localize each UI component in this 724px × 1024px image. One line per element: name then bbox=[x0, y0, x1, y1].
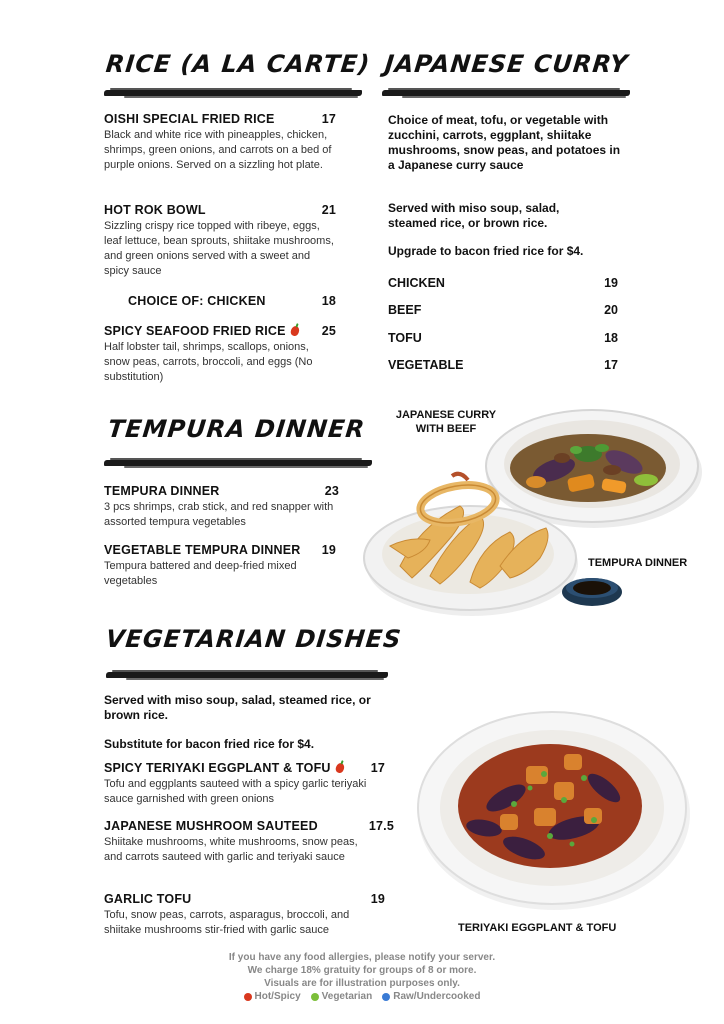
tempura-item-dinner bbox=[104, 484, 339, 530]
rice-item-choice-chicken bbox=[128, 294, 336, 308]
item-description: Tofu, snow peas, carrots, asparagus, broccoli, and shiitake mushrooms stir-fried with garlic sauce bbox=[104, 909, 350, 936]
vegetarian-item-garlic-tofu bbox=[104, 892, 385, 938]
vegetarian-served: Served with miso soup, salad, steamed rice, or brown rice. bbox=[104, 693, 371, 722]
option-name: TOFU bbox=[388, 331, 422, 345]
curry-option-beef bbox=[388, 303, 618, 317]
chili-icon bbox=[289, 325, 300, 337]
rice-item-hot-rok bbox=[104, 203, 336, 279]
item-name: SPICY TERIYAKI EGGPLANT & TOFU bbox=[104, 761, 331, 775]
leaf-icon bbox=[311, 993, 319, 1001]
rice-item-spicy-seafood bbox=[104, 324, 336, 385]
item-name: TEMPURA DINNER bbox=[104, 484, 220, 498]
legend-label: Hot/Spicy bbox=[254, 991, 301, 1002]
rice-section-title: RICE (A LA CARTE) bbox=[104, 50, 372, 78]
item-name: CHOICE OF: CHICKEN bbox=[128, 294, 266, 308]
item-name: SPICY SEAFOOD FRIED RICE bbox=[104, 324, 286, 338]
legend-label: Vegetarian bbox=[321, 991, 373, 1002]
tempura-title-underline bbox=[104, 460, 372, 466]
vegetarian-item-teriyaki bbox=[104, 761, 385, 807]
option-name: BEEF bbox=[388, 303, 422, 317]
option-price: 17 bbox=[604, 358, 618, 372]
caption-line: WITH BEEF bbox=[415, 423, 477, 435]
curry-served: Served with miso soup, salad, steamed rice, or brown rice. bbox=[388, 201, 560, 230]
eggplant-tofu-photo bbox=[414, 708, 692, 912]
item-price: 17.5 bbox=[368, 819, 394, 833]
item-name: OISHI SPECIAL FRIED RICE bbox=[104, 112, 275, 126]
legend-label: Raw/Undercooked bbox=[393, 991, 481, 1002]
rice-title-underline bbox=[104, 90, 362, 96]
item-description: Shiitake mushrooms, white mushrooms, snow peas, and carrots sauteed with garlic and teriyaki sauce bbox=[104, 836, 358, 863]
tempura-photo bbox=[360, 466, 622, 622]
item-description: Half lobster tail, shrimps, scallops, onions, snow peas, carrots, broccoli, and eggs (No substitution) bbox=[104, 341, 313, 383]
item-description: Sizzling crispy rice topped with ribeye, eggs, leaf lettuce, bean sprouts, shiitake mushrooms, and green onions served with a sweet and spicy sauce bbox=[104, 220, 334, 277]
item-price: 21 bbox=[321, 203, 336, 217]
curry-title-underline bbox=[382, 90, 630, 96]
option-price: 18 bbox=[604, 331, 618, 345]
curry-option-vegetable bbox=[388, 358, 618, 372]
curry-upgrade: Upgrade to bacon fried rice for $4. bbox=[388, 244, 584, 258]
vegetarian-substitute: Substitute for bacon fried rice for $4. bbox=[104, 737, 315, 751]
item-description: Black and white rice with pineapples, chicken, shrimps, green onions, and carrots on a bed of purple onions. Served on a sizzling hot plate. bbox=[104, 129, 332, 171]
item-price: 17 bbox=[321, 112, 336, 126]
legend-veg bbox=[311, 990, 373, 1003]
tempura-photo-caption: TEMPURA DINNER bbox=[588, 557, 688, 569]
item-price: 18 bbox=[321, 294, 336, 308]
illustration-note: Visuals are for illustration purposes only. bbox=[264, 978, 460, 989]
footer-notes bbox=[0, 951, 724, 1003]
item-name: GARLIC TOFU bbox=[104, 892, 192, 906]
legend-hot bbox=[244, 990, 301, 1003]
item-description: 3 pcs shrimps, crab stick, and red snapper with assorted tempura vegetables bbox=[104, 501, 334, 528]
rice-item-oishi bbox=[104, 112, 336, 173]
vegetarian-section-title: VEGETARIAN DISHES bbox=[104, 625, 403, 653]
vegetarian-title-underline bbox=[106, 672, 388, 678]
tempura-section-title: TEMPURA DINNER bbox=[106, 415, 367, 443]
item-name: VEGETABLE TEMPURA DINNER bbox=[104, 543, 301, 557]
option-price: 20 bbox=[604, 303, 618, 317]
eggplant-photo-caption: TERIYAKI EGGPLANT & TOFU bbox=[458, 922, 617, 934]
curry-option-tofu bbox=[388, 331, 618, 345]
item-price: 19 bbox=[370, 892, 385, 906]
item-name: JAPANESE MUSHROOM SAUTEED bbox=[104, 819, 318, 833]
item-name: HOT ROK BOWL bbox=[104, 203, 206, 217]
item-price: 19 bbox=[321, 543, 336, 557]
item-price: 25 bbox=[321, 324, 336, 338]
curry-section-title: JAPANESE CURRY bbox=[383, 50, 630, 78]
legend bbox=[0, 990, 724, 1003]
option-name: VEGETABLE bbox=[388, 358, 464, 372]
item-description: Tofu and eggplants sauteed with a spicy garlic teriyaki sauce garnished with green onions bbox=[104, 778, 367, 805]
chili-icon bbox=[244, 993, 252, 1001]
item-description: Tempura battered and deep-fried mixed vegetables bbox=[104, 560, 297, 587]
tempura-item-vegetable bbox=[104, 543, 336, 589]
curry-option-chicken bbox=[388, 276, 618, 290]
curry-intro: Choice of meat, tofu, or vegetable with zucchini, carrots, eggplant, shiitake mushrooms, snow peas, and potatoes in a Japanese curry sauce bbox=[388, 113, 621, 172]
item-price: 17 bbox=[370, 761, 385, 775]
option-name: CHICKEN bbox=[388, 276, 445, 290]
legend-raw bbox=[382, 990, 480, 1003]
fish-icon bbox=[382, 993, 390, 1001]
vegetarian-item-mushroom bbox=[104, 819, 394, 865]
option-price: 19 bbox=[604, 276, 618, 290]
allergy-note: If you have any food allergies, please notify your server. bbox=[228, 952, 496, 963]
gratuity-note: We charge 18% gratuity for groups of 8 or more. bbox=[247, 965, 477, 976]
chili-icon bbox=[334, 762, 345, 774]
item-price: 23 bbox=[324, 484, 339, 498]
caption-line: JAPANESE CURRY bbox=[395, 409, 497, 421]
